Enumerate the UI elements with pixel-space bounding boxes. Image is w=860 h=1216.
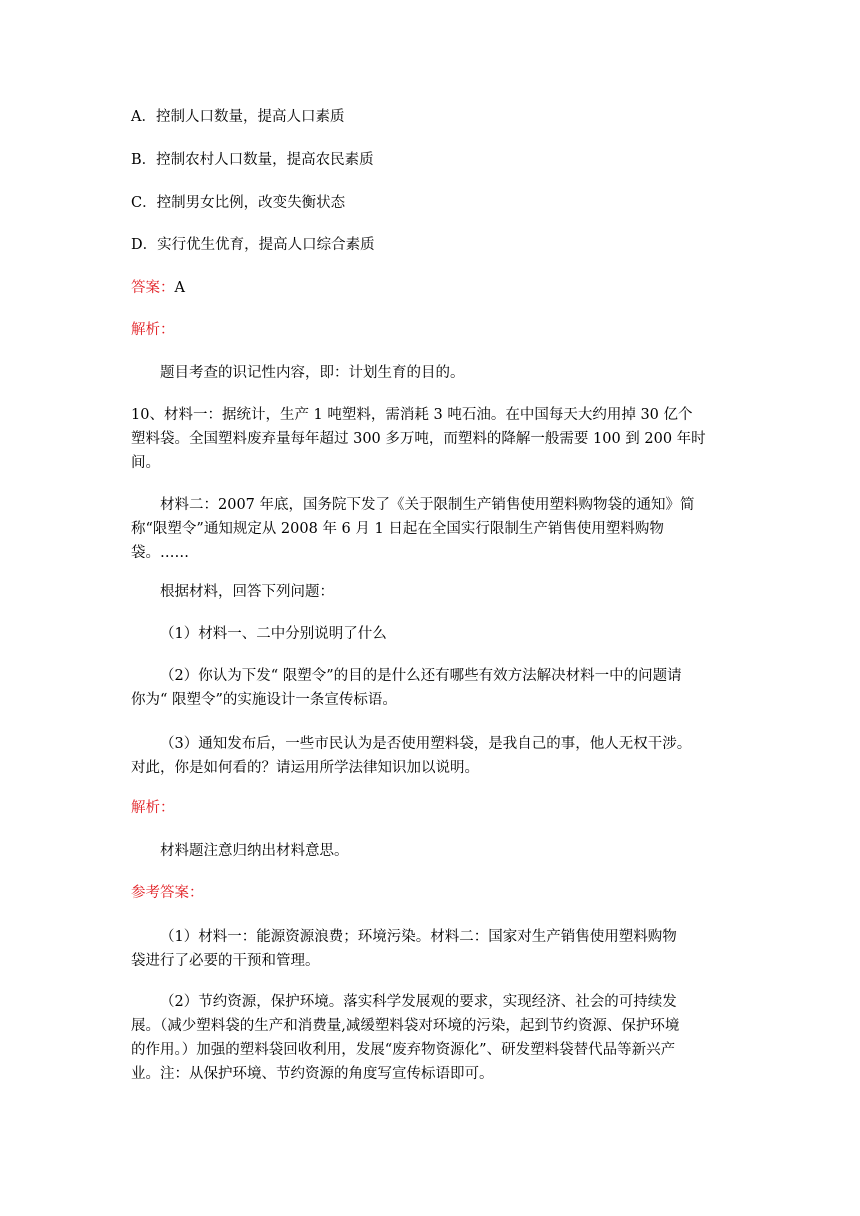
question-2-line1: （2）你认为下发“ 限塑令”的目的是什么还有哪些有效方法解决材料一中的问题请 [160,668,682,684]
option-d: D．实行优生优育，提高人口综合素质 [131,237,375,253]
question-2-line2: 你为“ 限塑令”的实施设计一条宣传标语。 [131,692,397,708]
answer-label: 答案： [131,280,175,296]
option-c: C．控制男女比例，改变失衡状态 [131,195,346,211]
analysis-label-2: 解析： [131,800,175,816]
question-10-material2-line2: 称“限塑令”通知规定从 2008 年 6 月 1 日起在全国实行限制生产销售使用塑料购物 [131,521,664,537]
question-1: （1）材料一、二中分别说明了什么 [160,626,387,642]
analysis-label: 解析： [131,322,175,338]
option-a: A．控制人口数量，提高人口素质 [131,109,345,125]
reference-answer-2-line2: 展。（减少塑料袋的生产和消费量,减缓塑料袋对环境的污染，起到节约资源、保护环境 [131,1018,680,1034]
reference-answer-1-line1: （1）材料一：能源资源浪费；环境污染。材料二：国家对生产销售使用塑料购物 [160,929,677,945]
reference-answer-2-line3: 的作用。）加强的塑料袋回收利用，发展“废弃物资源化”、研发塑料袋替代品等新兴产 [131,1042,676,1058]
reference-answer-2-line4: 业。注：从保护环境、节约资源的角度写宣传标语即可。 [131,1066,494,1082]
analysis-text: 题目考查的识记性内容，即：计划生育的目的。 [160,365,465,381]
reference-answer-1-line2: 袋进行了必要的干预和管理。 [131,953,320,969]
question-3-line1: （3）通知发布后，一些市民认为是否使用塑料袋，是我自己的事，他人无权干涉。 [160,736,692,752]
reference-answer-label: 参考答案： [131,885,204,901]
reference-answer-2-line1: （2）节约资源，保护环境。落实科学发展观的要求，实现经济、社会的可持续发 [160,994,677,1010]
option-b: B．控制农村人口数量，提高农民素质 [131,152,374,168]
question-10-material2-line1: 材料二：2007 年底，国务院下发了《关于限制生产销售使用塑料购物袋的通知》简 [160,497,695,513]
question-3-line2: 对此，你是如何看的？请运用所学法律知识加以说明。 [131,760,479,776]
answer-line [131,276,731,300]
question-10-material1-line2: 塑料袋。全国塑料废弃量每年超过 300 多万吨，而塑料的降解一般需要 100 到 200 年时 [131,431,706,447]
question-10-material1-line3: 间。 [131,455,160,471]
question-10-material1-line1: 10、材料一：据统计，生产 1 吨塑料，需消耗 3 吨石油。在中国每天大约用掉 30 亿个 [131,407,693,423]
question-10-material2-line3: 袋。…… [131,545,189,561]
answer-value: A [174,280,185,296]
question-prompt: 根据材料，回答下列问题： [160,584,334,600]
analysis-text-2: 材料题注意归纳出材料意思。 [160,843,349,859]
